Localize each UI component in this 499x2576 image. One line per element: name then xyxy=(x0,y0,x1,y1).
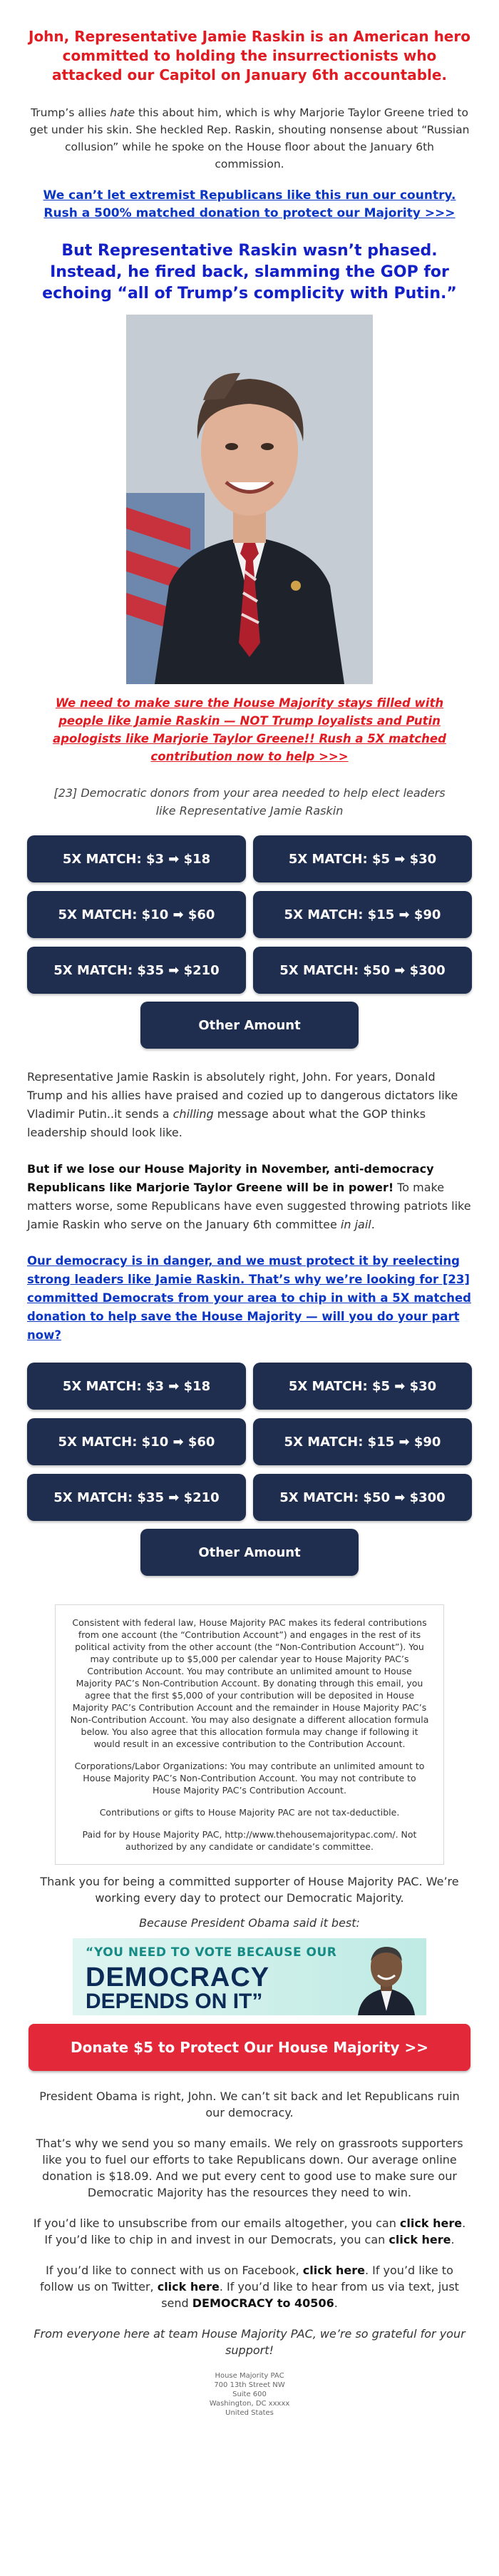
closing-paragraph-1: President Obama is right, John. We can’t sit back and let Republicans ruin our democracy. xyxy=(39,2089,460,2119)
match-50-button[interactable]: 5X MATCH: $50 ➡ $300 xyxy=(253,1474,472,1521)
match-button-grid-2 xyxy=(0,1363,499,1521)
banner-line-2: DEMOCRACY xyxy=(86,1962,270,1992)
match-35-button[interactable]: 5X MATCH: $35 ➡ $210 xyxy=(27,947,246,994)
chip-in-link[interactable]: click here xyxy=(389,2233,451,2246)
match-5-button[interactable]: 5X MATCH: $5 ➡ $30 xyxy=(253,835,472,882)
obama-intro: Because President Obama said it best: xyxy=(139,1916,360,1930)
match-50-button[interactable]: 5X MATCH: $50 ➡ $300 xyxy=(253,947,472,994)
disclaimer-tax: Contributions or gifts to House Majority PAC are not tax-deductible. xyxy=(99,1807,400,1818)
headline-2: But Representative Raskin wasn’t phased. Instead, he fired back, slamming the GOP for echoing “all of Trump’s complicity with Putin.” xyxy=(42,242,457,302)
footer-address xyxy=(0,2371,499,2418)
match-button-grid xyxy=(0,835,499,994)
address-line: United States xyxy=(225,2409,274,2417)
portrait-photo-icon xyxy=(126,315,373,684)
other-amount-button[interactable]: Other Amount xyxy=(140,1529,359,1576)
intro-paragraph: Trump’s allies hate this about him, which is why Marjorie Taylor Greene tried to get under his skin. She heckled Rep. Raskin, shouting nonsense about “Russian collusion” while he spoke on the House floor about the January 6th commission. xyxy=(29,106,470,170)
obama-quote-banner xyxy=(73,1938,426,2015)
banner-line-1: “YOU NEED TO VOTE BECAUSE OUR xyxy=(86,1945,337,1960)
match-5-button[interactable]: 5X MATCH: $5 ➡ $30 xyxy=(253,1363,472,1410)
portrait-photo xyxy=(126,315,373,684)
match-35-button[interactable]: 5X MATCH: $35 ➡ $210 xyxy=(27,1474,246,1521)
donate-link-red[interactable]: We need to make sure the House Majority stays filled with people like Jamie Raskin — NOT Trump loyalists and Putin apologists like Marjorie Taylor Greene!! Rush a 5X matched contribution now to help >>> xyxy=(53,696,446,763)
address-line: 700 13th Street NW xyxy=(214,2381,285,2389)
text-keyword: DEMOCRACY to 40506 xyxy=(192,2296,334,2310)
match-3-button[interactable]: 5X MATCH: $3 ➡ $18 xyxy=(27,835,246,882)
match-15-button[interactable]: 5X MATCH: $15 ➡ $90 xyxy=(253,1418,472,1465)
address-line: House Majority PAC xyxy=(215,2372,284,2380)
closing-paragraph-2: That’s why we send you so many emails. We rely on grassroots supporters like you to fuel our efforts to take Republicans down. Our average online donation is $18.09. And we put every cent to good use to make sure our Democratic Majority has the resources they need to win. xyxy=(36,2137,463,2199)
match-10-button[interactable]: 5X MATCH: $10 ➡ $60 xyxy=(27,891,246,938)
unsubscribe-link[interactable]: click here xyxy=(399,2216,463,2230)
disclaimer-paid-for: Paid for by House Majority PAC, http://www.thehousemajoritypac.com/. Not authorized by any candidate or candidate’s committee. xyxy=(82,1829,417,1852)
banner-line-3: DEPENDS ON IT” xyxy=(86,1990,263,2013)
donate-link-500[interactable]: We can’t let extremist Republicans like this run our country. Rush a 500% matched donation to protect our Majority >>> xyxy=(43,188,456,220)
match-10-button[interactable]: 5X MATCH: $10 ➡ $60 xyxy=(27,1418,246,1465)
thanks-text: Thank you for being a committed supporter of House Majority PAC. We’re working every day to protect our Democratic Majority. xyxy=(40,1875,459,1905)
other-amount-button[interactable]: Other Amount xyxy=(140,1002,359,1049)
facebook-link[interactable]: click here xyxy=(302,2264,365,2277)
address-line: Suite 600 xyxy=(232,2391,267,2398)
match-15-button[interactable]: 5X MATCH: $15 ➡ $90 xyxy=(253,891,472,938)
legal-disclaimer xyxy=(55,1604,444,1865)
headline: John, Representative Jamie Raskin is an American hero committed to holding the insurrectionists who attacked our Capitol on January 6th accountable. xyxy=(29,28,470,83)
address-line: Washington, DC xxxxx xyxy=(209,2400,290,2408)
obama-portrait-icon xyxy=(354,1943,419,2015)
donor-note: [23] Democratic donors from your area needed to help elect leaders like Representative Jamie Raskin xyxy=(53,786,446,818)
signoff: From everyone here at team House Majority PAC, we’re so grateful for your support! xyxy=(34,2327,465,2357)
unsubscribe-paragraph: If you’d like to unsubscribe from our emails altogether, you can click here. If you’d like to chip in and invest in our Democrats, you can click here. xyxy=(33,2216,466,2246)
donate-link-democracy[interactable]: Our democracy is in danger, and we must protect it by reelecting strong leaders like Jamie Raskin. That’s why we’re looking for [23] committed Democrats from your area to chip in with a 5X matched donation to help save the House Majority — will you do your part now? xyxy=(27,1254,471,1342)
body-paragraph-1: Representative Jamie Raskin is absolutely right, John. For years, Donald Trump and his allies have praised and cozied up to dangerous dictators like Vladimir Putin..it sends a chilling message about what the GOP thinks leadership should look like. xyxy=(27,1070,458,1139)
twitter-link[interactable]: click here xyxy=(157,2280,220,2294)
body-paragraph-2: But if we lose our House Majority in November, anti-democracy Republicans like Marjorie Taylor Greene will be in power! To make matters worse, some Republicans have even suggested throwing patriots like Jamie Raskin who serve on the January 6th committee in jail. xyxy=(27,1162,471,1231)
donate-5-button[interactable]: Donate $5 to Protect Our House Majority >> xyxy=(29,2024,470,2071)
disclaimer-allocation: Consistent with federal law, House Majority PAC makes its federal contributions from one account (the “Contribution Account”) and engages in the rest of its political activity from the other account (the “Non-Contribution Account”). You may contribute up to $5,000 per calendar year to House Majority PAC’s Contribution Account. You may contribute an unlimited amount to House Majority PAC’s Non-Contribution Account. By donating through this email, you agree that the first $5,000 of your contribution will be deposited in House Majority PAC’s Contribution Account and the remainder in House Majority PAC’s Non-Contribution Account. You may also designate a different allocation formula below. You also agree that this allocation formula may change if following it would result in an excessive contribution to the Contribution Account. xyxy=(70,1617,429,1749)
match-3-button[interactable]: 5X MATCH: $3 ➡ $18 xyxy=(27,1363,246,1410)
disclaimer-corporations: Corporations/Labor Organizations: You may contribute an unlimited amount to House Majority PAC’s Non-Contribution Account. You may not contribute to House Majority PAC’s Contribution Account. xyxy=(74,1761,425,1796)
connect-paragraph: If you’d like to connect with us on Facebook, click here. If you’d like to follow us on Twitter, click here. If you’d like to hear from us via text, just send DEMOCRACY to 40506. xyxy=(40,2264,459,2310)
